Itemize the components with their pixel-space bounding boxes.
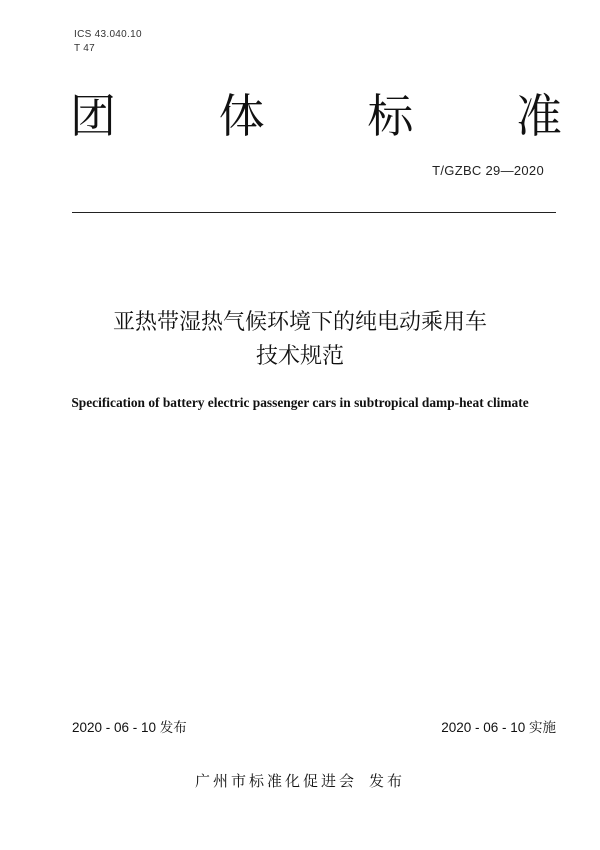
title-char: 标 bbox=[367, 89, 414, 143]
ccs-code: T 47 bbox=[74, 43, 96, 54]
english-title: Specification of battery electric passenger cars in subtropical damp-heat climate bbox=[71, 395, 529, 410]
chinese-title-line-1: 亚热带湿热气候环境下的纯电动乘用车 bbox=[112, 310, 487, 335]
title-char: 体 bbox=[218, 89, 265, 143]
ics-code: ICS 43.040.10 bbox=[74, 29, 142, 40]
classification-codes bbox=[74, 28, 142, 56]
document-type-title bbox=[70, 86, 562, 146]
title-char: 准 bbox=[515, 89, 562, 143]
chinese-title-line-2: 技术规范 bbox=[255, 344, 344, 369]
publisher-org: 广州市标准化促进会 bbox=[194, 772, 357, 790]
standard-number: T/GZBC 29—2020 bbox=[432, 163, 544, 178]
implement-date: 2020 - 06 - 10 实施 bbox=[441, 720, 556, 735]
publisher-line bbox=[0, 770, 600, 791]
publisher-action: 发布 bbox=[369, 772, 406, 790]
title-char: 团 bbox=[70, 89, 116, 143]
publish-date: 2020 - 06 - 10 发布 bbox=[72, 720, 187, 735]
header-divider bbox=[72, 212, 556, 213]
chinese-title bbox=[40, 306, 560, 374]
